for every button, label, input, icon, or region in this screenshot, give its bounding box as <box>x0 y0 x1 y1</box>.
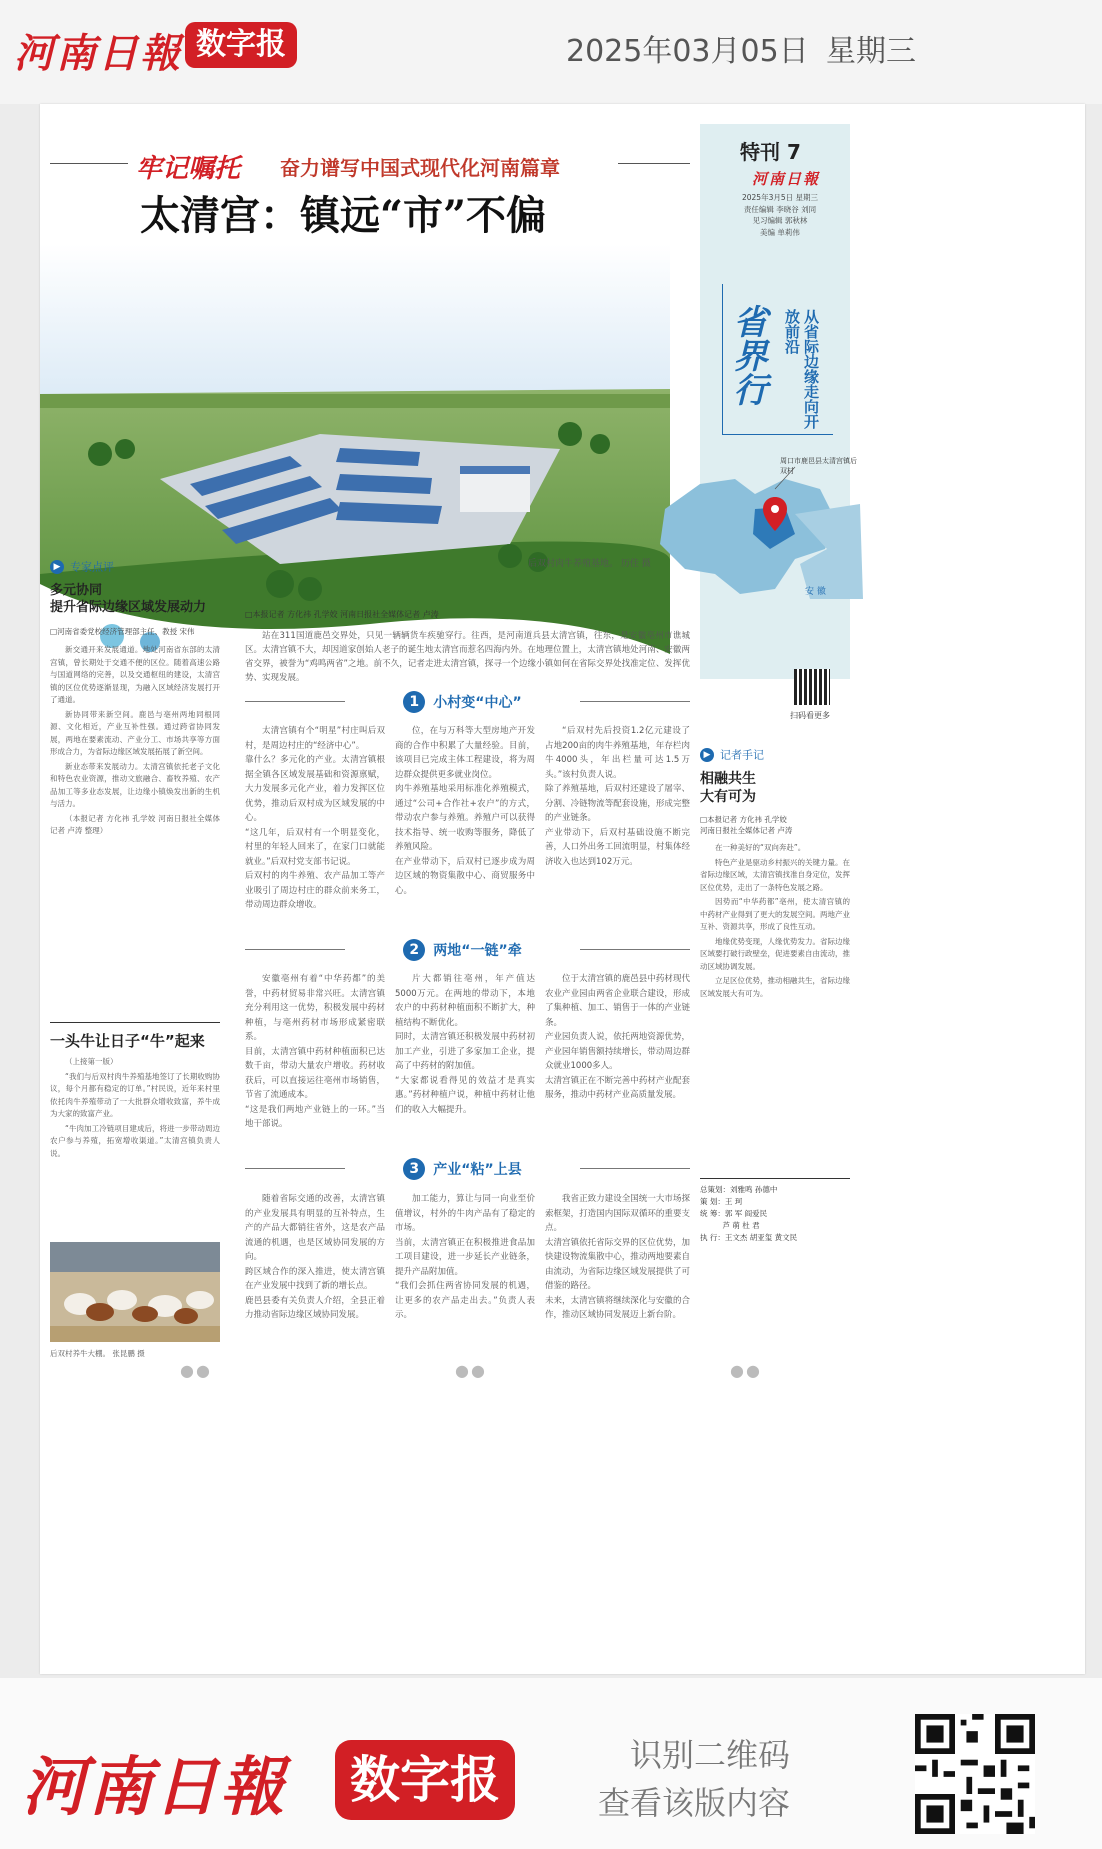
section1-col2: 位，在与万科等大型房地产开发商的合作中积累了大量经验。目前，该项目已完成主体工程建设，将为周边群众提供更多就业岗位。 肉牛养殖基地采用标准化养殖模式，通过“公司+合作社+农户”的方式，带动农户参与养殖。养殖户可以获得技术指导、统一收购等服务，降低了养殖风险。 在产业带动下，后双村已逐步成为周边区域的物资集散中心、商贸服务中心。 <box>395 726 535 896</box>
paragraph: 新业态带来发展动力。太清宫镇依托老子文化和特色农业资源，推动文旅融合、畜牧养殖、农产品加工等多业态发展，让边缘小镇焕发出新的生机与活力。 <box>50 761 220 808</box>
paragraph: 在一种美好的“双向奔赴”。 <box>715 843 806 852</box>
divider <box>245 701 345 702</box>
pager-dots[interactable]: ●● <box>180 1361 212 1380</box>
paragraph: 新协同带来新空间。鹿邑与亳州两地同根同源、文化相近，产业互补性强。通过跨省协同发展，两地在要素流动、产业分工、市场共享等方面形成合力，为省际边缘区域发展拓展了新空间。 <box>50 709 220 756</box>
paragraph: （本报记者 方化祎 孔学姣 河南日报社全媒体记者 卢涛 整理） <box>50 813 220 835</box>
section-heading-2 <box>345 938 580 962</box>
expert-body <box>50 644 220 1014</box>
section2-col3: 位于太清宫镇的鹿邑县中药材现代农业产业园由两省企业联合建设，形成了集种植、加工、销售于一体的产业链条。 产业园负责人说，依托两地资源优势，产业园年销售额持续增长，带动周边群众就业1000多人。 太清宫镇正在不断完善中药材产业配套服务，推动中药材产业高质量发展。 <box>545 974 690 1100</box>
section-heading-1 <box>345 690 580 714</box>
expert-tag-label: 专家点评 <box>70 560 114 574</box>
banner <box>50 144 690 184</box>
meta-line: 2025年3月5日 星期三 <box>741 193 818 202</box>
footer-logo[interactable]: 河南日報 <box>22 1750 286 1825</box>
paragraph: 立足区位优势，推动相融共生，省际边缘区域发展大有可为。 <box>700 976 850 998</box>
qr-code-large[interactable] <box>915 1714 1035 1834</box>
paragraph: 地缘优势变现，人缘优势发力。省际边缘区域要打破行政壁垒，促进要素自由流动，推动区域协调发展。 <box>700 936 850 971</box>
headline: 太清宫：镇远“市”不偏 <box>140 192 547 239</box>
arrow-icon: ▶ <box>50 560 64 574</box>
footer-hint-1: 识别二维码 <box>630 1736 791 1774</box>
paragraph: （上接第一版） <box>65 1057 118 1066</box>
section-title: 两地“一链”牵 <box>433 943 522 959</box>
top-bar <box>0 0 1102 104</box>
section3-col1: 随着省际交通的改善，太清宫镇的产业发展具有明显的互补特点，生产的产品大都销往省外，这是农产品流通的机遇，也是区域协同发展的方向。 跨区域合作的深入推进，使太清宫镇在产业发展中找到了新的增长点。 鹿邑县委有关负责人介绍，全县正着力推动省际边缘区域协同发展。 <box>245 1194 385 1320</box>
divider <box>245 949 345 950</box>
section2-col2: 片大都销往亳州，年产值达5000万元。在两地的带动下，本地农户的中药材种植面积不断扩大，种植结构不断优化。 同时，太清宫镇还积极发展中药材初加工产业，引进了多家加工企业，提高了中药材的附加值。 “大家都说看得见的效益才是真实惠。”药材种植户说，种植中药材让他们的收入大幅提升。 <box>395 974 535 1115</box>
photo-caption: 后双村肉牛养殖基地。 历佳 摄 <box>528 559 651 569</box>
series-title: 省界行 <box>727 304 767 406</box>
paragraph: 因势而“中华药都”亳州，使太清宫镇的中药材产业得到了更大的发展空间。两地产业互补、资源共享，形成了良性互动。 <box>700 897 850 931</box>
section-heading-3 <box>345 1157 580 1181</box>
paragraph: “牛肉加工冷链项目建成后，将进一步带动周边农户参与养殖，拓宽增收渠道。”太清宫镇负责人说。 <box>50 1123 220 1158</box>
section-number: 2 <box>403 939 425 961</box>
footer-hint-2: 查看该版内容 <box>598 1784 791 1822</box>
notes-tag <box>700 744 764 763</box>
pager-dots[interactable]: ●● <box>455 1361 487 1380</box>
staff-line: 策 划：王 珂 <box>700 1197 743 1206</box>
banner-rule-right <box>618 163 690 164</box>
staff-list <box>700 1184 850 1244</box>
section-number: 3 <box>403 1158 425 1180</box>
section3-col3: 我省正致力建设全国统一大市场探索框架，打造国内国际双循环的重要支点。 太清宫镇依托省际交界的区位优势，加快建设物流集散中心，推动两地要素自由流动，为省际边缘区域发展提供了可借鉴的路径。 未来，太清宫镇将继续深化与安徽的合作，推动区域协同发展迈上新台阶。 <box>545 1194 690 1320</box>
lead-paragraph: 站在311国道鹿邑交界处，只见一辆辆货车疾驰穿行。往西，是河南道兵县太清宫镇，往东，是安徽亳州市谯城区。太清宫镇不大，却因道家创始人老子的诞生地太清宫而惹名四海内外。在地理位置上，太清宫镇地处河南、安徽两省交界，被誉为“鸡鸣两省”之地。前不久，记者走进太清宫镇，探寻一个边缘小镇如何在省际交界处找准定位、发挥优势、实现发展。 <box>245 631 690 683</box>
expert-title: 多元协同 提升省际边缘区域发展动力 <box>50 583 207 615</box>
issue-date: 2025年03月05日 <box>566 34 809 69</box>
divider <box>700 1178 850 1179</box>
map-pin-label: 周口市鹿邑县太清宫镇后双村 <box>780 457 857 475</box>
qr-code-small[interactable] <box>794 669 830 705</box>
divider <box>580 949 690 950</box>
notes-title: 相融共生 大有可为 <box>700 771 756 805</box>
section-title: 产业“粘”上县 <box>433 1162 522 1178</box>
story2-title: 一头牛让日子“牛”起来 <box>50 1032 205 1050</box>
arrow-icon: ▶ <box>700 748 714 762</box>
section-number: 1 <box>403 691 425 713</box>
newspaper-page[interactable] <box>40 104 1085 1674</box>
banner-rule-left <box>50 163 128 164</box>
meta-line: 责任编辑 李晓谷 刘同 <box>743 204 817 214</box>
header-badge[interactable]: 数字报 <box>185 22 297 68</box>
expert-tag <box>50 556 114 575</box>
cattle-photo[interactable] <box>50 1242 220 1342</box>
paragraph: 特色产业是驱动乡村振兴的关键力量。在省际边缘区域，太清宫镇找准自身定位，发挥区位优势，走出了一条特色发展之路。 <box>700 857 850 892</box>
staff-line: 总策划：刘雅鸣 孙德中 <box>700 1185 778 1194</box>
sidebar-meta <box>730 192 830 238</box>
paragraph: “我们与后双村肉牛养殖基地签订了长期收购协议，每个月都有稳定的订单。”村民说，近年来村里依托肉牛养殖带动了一大批群众增收致富，养牛成为大家的致富产业。 <box>50 1071 220 1118</box>
section-title: 小村变“中心” <box>433 695 522 711</box>
divider <box>245 1168 345 1169</box>
section1-col1: 太清宫镇有个“明星”村庄叫后双村，是周边村庄的“经济中心”。 靠什么？多元化的产业。太清宫镇根据全镇各区域发展基础和资源禀赋，大力发展多元化产业，着力发挥区位优势，推动后双村成为区域发展的中心。 “这几年，后双村有一个明显变化，村里的年轻人回来了，在家门口就能就业。”后双村党支部书记说。 后双村的肉牛养殖、农产品加工等产业吸引了周边村庄的群众前来务工，带动周边群众增收。 <box>245 726 385 910</box>
notes-body <box>700 842 850 1172</box>
staff-line: 统 筹：郭 军 阎爱民 <box>700 1209 768 1218</box>
sidebar-logo: 河南日報 <box>752 170 821 188</box>
banner-slogan: 牢记嘱托 <box>136 154 241 184</box>
divider <box>50 1022 220 1023</box>
paragraph: 新交通开来发展通道。地处河南省东部的太清宫镇，曾长期处于交通不便的区位。随着高速公路与国道网络的完善，以及交通枢纽的建设，太清宫镇的区位优势逐渐显现，为融入区域经济发展打开了通道。 <box>50 645 220 704</box>
divider <box>580 701 690 702</box>
byline: □本报记者 方化祎 孔学姣 河南日报社全媒体记者 卢涛 <box>245 610 439 619</box>
staff-line: 执 行：王文杰 胡亚玺 黄文民 <box>700 1233 798 1242</box>
notes-tag-label: 记者手记 <box>720 748 764 762</box>
series-subtitle: 从省际边缘走向开放前沿 <box>783 309 820 429</box>
staff-line: 芦 萌 杜 君 <box>700 1221 760 1230</box>
banner-subtitle: 奋力谱写中国式现代化河南篇章 <box>280 156 560 180</box>
meta-line: 见习编辑 郭秋林 <box>752 216 808 225</box>
meta-line: 美编 单莉伟 <box>760 227 800 237</box>
footer-badge[interactable]: 数字报 <box>335 1740 515 1820</box>
map-label-anhui: 安 徽 <box>805 587 826 597</box>
section3-col2: 加工能力，算让与同一向业至价值增议，村外的牛肉产品有了稳定的市场。 当前，太清宫镇正在积极推进食品加工项目建设，进一步延长产业链条，提升产品附加值。 “我们会抓住两省协同发展的机遇，让更多的农产品走出去。”负责人表示。 <box>395 1194 535 1320</box>
notes-byline: □本报记者 方化祎 孔学姣 河南日报社全媒体记者 卢涛 <box>700 815 793 835</box>
header-logo[interactable]: 河南日報 <box>14 30 182 77</box>
qr-caption: 扫码看更多 <box>790 711 830 720</box>
issue-weekday: 星期三 <box>826 34 916 69</box>
story2-body <box>50 1056 220 1216</box>
divider <box>580 1168 690 1169</box>
section1-col3: “后双村先后投资1.2亿元建设了占地200亩的肉牛养殖基地，年存栏肉牛4000头，年出栏量可达1.5万头。”该村负责人说。 除了养殖基地，后双村还建设了屠宰、分割、冷链物流等配套设施，形成完整的产业链条。 产业带动下，后双村基础设施不断完善，人口外出务工回流明显，村集体经济收入也达到102万元。 <box>545 726 690 867</box>
section2-col1: 安徽亳州有着“中华药都”的美誉，中药材贸易非常兴旺。太清宫镇充分利用这一优势，积极发展中药材种植，与亳州药材市场形成紧密联系。 目前，太清宫镇中药材种植面积已达数千亩，带动大量农户增收。药材收获后，可以直接运往亳州市场销售，节省了流通成本。 “这是我们两地产业链上的一环。”当地干部说。 <box>245 974 385 1129</box>
expert-author: □河南省委党校经济管理部主任、教授 宋伟 <box>50 627 195 636</box>
pager-dots[interactable]: ●● <box>730 1361 762 1380</box>
bottom-bar <box>0 1678 1102 1849</box>
issue-number: 特刊 7 <box>740 140 801 164</box>
story2-photo-caption: 后双村养牛大棚。 张昆鹏 摄 <box>50 1349 145 1358</box>
